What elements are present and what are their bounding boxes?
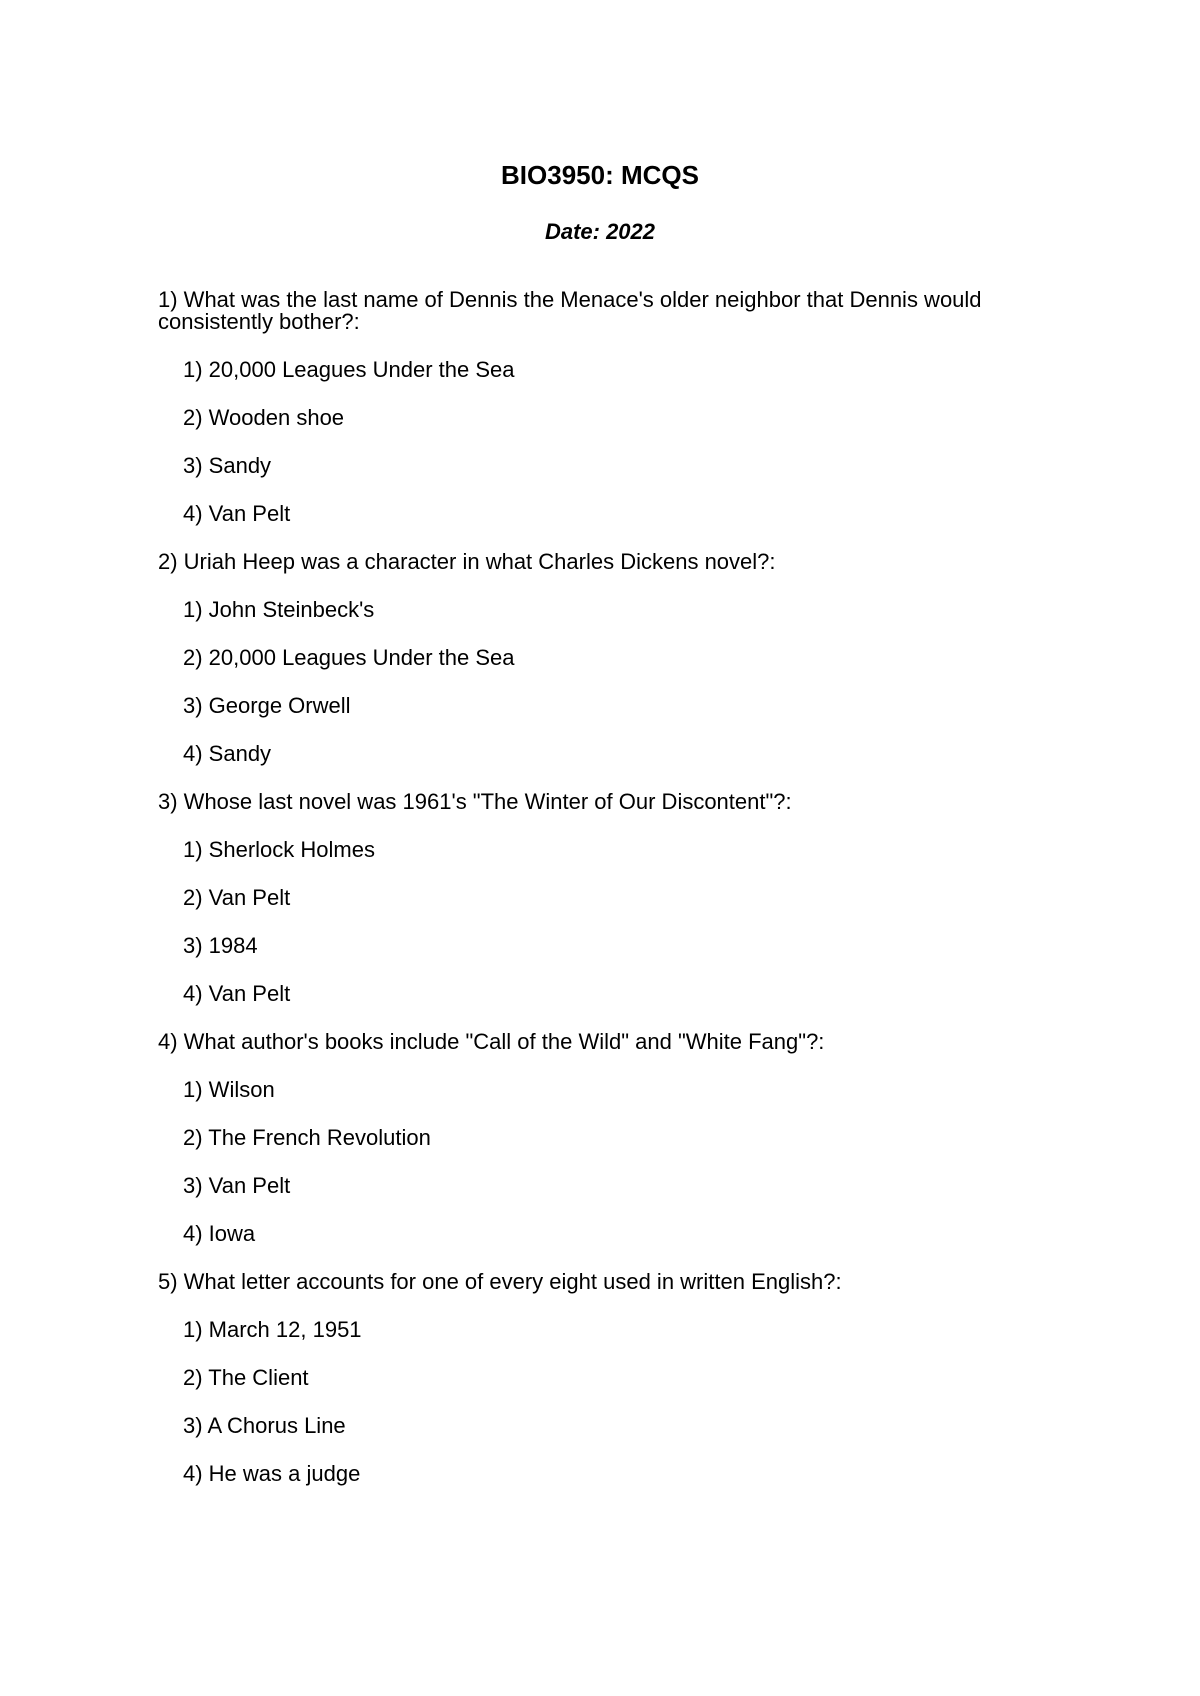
- question-prompt: 3) Whose last novel was 1961's "The Winter of Our Discontent"?:: [158, 789, 792, 814]
- question-prompt: 5) What letter accounts for one of every eight used in written English?:: [158, 1269, 842, 1294]
- answer-option: 2) The Client: [183, 1365, 309, 1390]
- question-4: [158, 1031, 1038, 1245]
- answer-option: 2) Wooden shoe: [183, 405, 345, 430]
- answer-option: 3) Van Pelt: [183, 1173, 291, 1198]
- answer-option: 3) George Orwell: [183, 693, 351, 718]
- document-title: BIO3950: MCQS: [501, 160, 699, 190]
- answer-option: 1) Sherlock Holmes: [183, 837, 375, 862]
- question-prompt: 4) What author's books include "Call of the Wild" and "White Fang"?:: [158, 1029, 825, 1054]
- question-1: [158, 289, 1038, 525]
- answer-option: 4) Van Pelt: [183, 981, 291, 1006]
- document-date: Date: 2022: [544, 219, 656, 244]
- question-list: [158, 289, 1038, 1511]
- answer-option: 2) Van Pelt: [183, 885, 291, 910]
- question-3: [158, 791, 1038, 1005]
- question-prompt: 2) Uriah Heep was a character in what Charles Dickens novel?:: [158, 549, 776, 574]
- answer-option: 1) Wilson: [183, 1077, 275, 1102]
- question-5: [158, 1271, 1038, 1485]
- answer-option: 3) 1984: [183, 933, 258, 958]
- answer-option: 1) March 12, 1951: [183, 1317, 362, 1342]
- answer-option: 4) Van Pelt: [183, 501, 291, 526]
- answer-option: 4) He was a judge: [183, 1461, 361, 1486]
- answer-option: 3) A Chorus Line: [183, 1413, 346, 1438]
- answer-option: 2) 20,000 Leagues Under the Sea: [183, 645, 515, 670]
- question-prompt: 1) What was the last name of Dennis the Menace's older neighbor that Dennis would consistently bother?:: [158, 287, 982, 334]
- answer-option: 1) John Steinbeck's: [183, 597, 375, 622]
- answer-option: 2) The French Revolution: [183, 1125, 431, 1150]
- answer-option: 4) Iowa: [183, 1221, 256, 1246]
- question-2: [158, 551, 1038, 765]
- answer-option: 3) Sandy: [183, 453, 272, 478]
- answer-option: 1) 20,000 Leagues Under the Sea: [183, 357, 515, 382]
- answer-option: 4) Sandy: [183, 741, 272, 766]
